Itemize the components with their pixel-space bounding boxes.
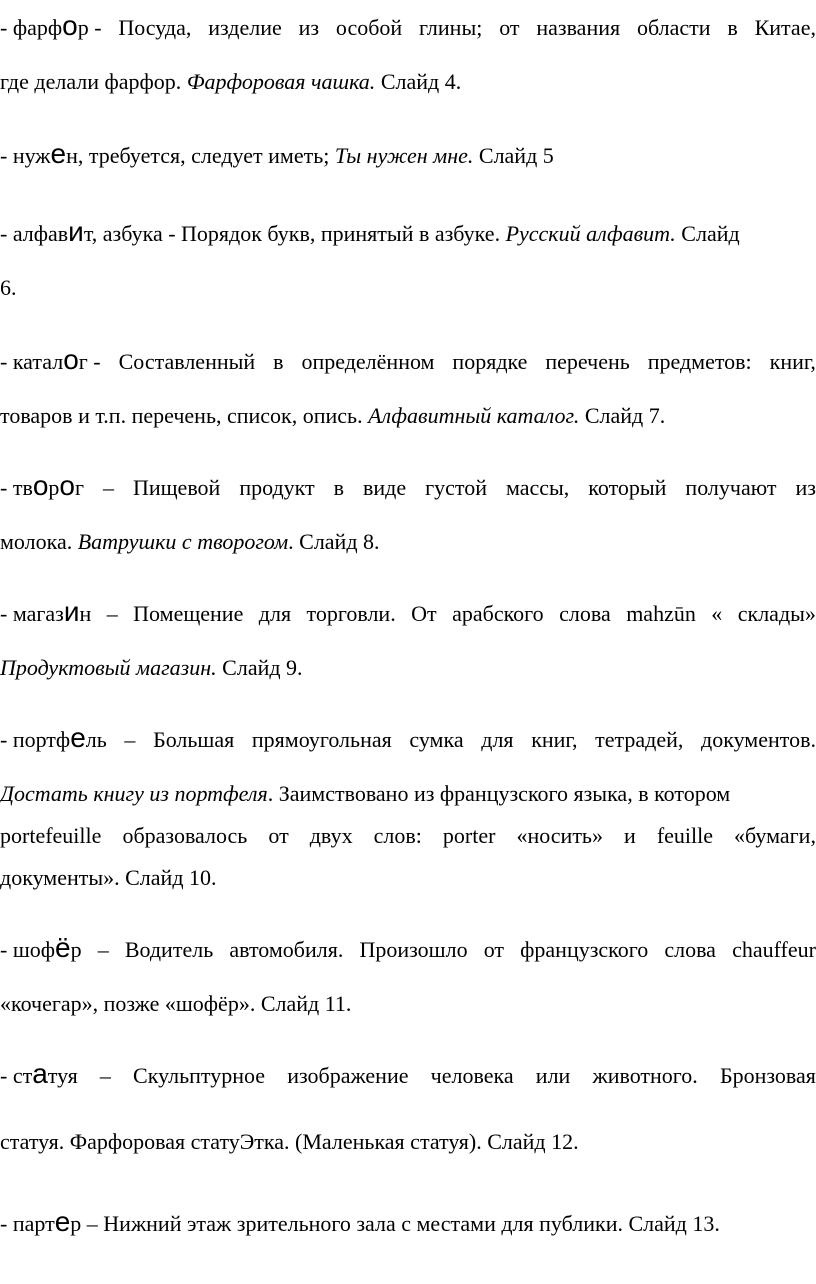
entry-statuya-line-1 xyxy=(0,1056,816,1096)
text-fragment: Большая xyxy=(153,727,235,752)
entry-headword xyxy=(0,1206,82,1237)
entry-farfor-line-2 xyxy=(0,62,816,102)
text-fragment: Произошло xyxy=(359,937,468,962)
text-fragment: и xyxy=(624,823,636,848)
entry-portfel-line-4 xyxy=(0,858,816,898)
text-fragment: порядке xyxy=(452,349,528,374)
text-fragment: - парт xyxy=(0,1211,55,1236)
text-fragment: азбука - Порядок букв, принятый в азбуке. xyxy=(102,221,501,246)
text-fragment: ль xyxy=(85,727,107,752)
text-fragment: ё xyxy=(55,932,71,963)
slide-ref: Слайд 9. xyxy=(222,655,303,680)
text-fragment: н xyxy=(79,601,92,626)
entry-portfel-line-3 xyxy=(0,816,816,856)
text-fragment: chauffeur xyxy=(732,937,816,962)
example-text: Ватрушки с творогом xyxy=(77,529,289,554)
text-fragment: р xyxy=(70,937,82,962)
text-fragment: торговли. xyxy=(306,601,396,626)
text-fragment: слова xyxy=(559,601,611,626)
text-fragment: животного. xyxy=(592,1063,698,1088)
text-fragment: - катал xyxy=(0,349,64,374)
text-fragment: portefeuille xyxy=(0,823,102,848)
slide-ref: Слайд 7. xyxy=(584,403,666,428)
text-fragment: для xyxy=(481,727,514,752)
text-fragment: е xyxy=(50,138,67,169)
text-fragment: о xyxy=(63,344,79,375)
text-fragment: - тв xyxy=(0,475,33,500)
slide-ref: Слайд 5 xyxy=(478,143,554,168)
text-fragment: от xyxy=(499,15,520,40)
entry-parter-line-1 xyxy=(0,1204,816,1244)
entry-statuya-line-2 xyxy=(0,1122,816,1162)
text-fragment: особой xyxy=(335,15,403,40)
text-fragment: - нуж xyxy=(0,143,51,168)
entry-shofer-line-1 xyxy=(0,930,816,970)
text-fragment: р - xyxy=(77,15,102,40)
entry-portfel-line-1 xyxy=(0,720,816,760)
text-fragment: г - xyxy=(78,349,101,374)
text-fragment: – Нижний этаж зрительного зала с местами для публики. Слайд 13. xyxy=(86,1211,720,1236)
text-fragment: Посуда, xyxy=(118,15,192,40)
text-fragment: склады» xyxy=(737,601,816,626)
text-fragment: прямоугольная xyxy=(251,727,392,752)
text-fragment: е xyxy=(54,1206,71,1237)
text-fragment: статуя. Фарфоровая статуЭтка. (Маленькая статуя). Слайд 12. xyxy=(0,1129,579,1154)
example-text: Русский алфавит. xyxy=(505,221,676,246)
text-fragment: – xyxy=(124,727,136,752)
text-fragment: Пищевой xyxy=(132,475,221,500)
text-fragment: для xyxy=(258,601,292,626)
text-fragment: - шоф xyxy=(0,937,56,962)
entry-headword xyxy=(0,138,84,169)
text-fragment: porter xyxy=(442,823,496,848)
text-fragment: . Заимствовано из французского языка, в котором xyxy=(267,781,731,806)
text-fragment: области xyxy=(636,15,711,40)
text-fragment: Водитель xyxy=(124,937,214,962)
text-fragment: feuille xyxy=(656,823,714,848)
text-fragment: «бумаги, xyxy=(734,823,816,848)
text-fragment: образовалось xyxy=(122,823,248,848)
example-text: Ты нужен мне. xyxy=(334,143,474,168)
slide-ref: Слайд xyxy=(681,221,740,246)
text-fragment: человека xyxy=(430,1063,514,1088)
text-fragment: от xyxy=(483,937,505,962)
text-fragment: документы». Слайд 10. xyxy=(0,865,217,890)
text-fragment: – xyxy=(97,937,109,962)
text-fragment: арабского xyxy=(452,601,544,626)
example-text: Продуктовый магазин. xyxy=(0,655,217,680)
text-fragment: о xyxy=(59,470,75,501)
text-fragment: а xyxy=(32,1058,48,1089)
text-fragment: е xyxy=(70,722,86,753)
text-fragment: перечень xyxy=(545,349,630,374)
text-fragment: получают xyxy=(685,475,777,500)
entry-magazin-line-2 xyxy=(0,648,816,688)
text-fragment: и xyxy=(68,216,84,247)
entry-katalog-line-2 xyxy=(0,396,816,436)
entry-nuzhen-line-1 xyxy=(0,136,816,176)
text-fragment: виде xyxy=(363,475,407,500)
text-fragment: - ст xyxy=(0,1063,33,1088)
slide-ref: Слайд 4. xyxy=(380,69,462,94)
entry-shofer-line-2 xyxy=(0,984,816,1024)
text-fragment: из xyxy=(795,475,816,500)
text-fragment: тетрадей, xyxy=(595,727,684,752)
text-fragment: предметов: xyxy=(647,349,752,374)
entry-magazin-line-1 xyxy=(0,594,816,634)
entry-farfor-line-1 xyxy=(0,8,816,48)
text-fragment: из xyxy=(298,15,320,40)
entry-headword xyxy=(0,930,82,970)
text-fragment: документов. xyxy=(701,727,816,752)
text-fragment: товаров и т.п. перечень, список, опись. xyxy=(0,403,363,428)
text-fragment: р xyxy=(48,475,60,500)
text-fragment: автомобиля. xyxy=(229,937,344,962)
entry-tvorog-line-2 xyxy=(0,522,816,562)
text-fragment: французского xyxy=(520,937,649,962)
text-fragment: Помещение xyxy=(133,601,244,626)
text-fragment: т, xyxy=(83,221,98,246)
text-fragment: в xyxy=(333,475,345,500)
text-fragment: или xyxy=(535,1063,571,1088)
entry-tvorog-line-1 xyxy=(0,468,816,508)
entry-headword xyxy=(0,594,91,634)
text-fragment: – xyxy=(99,1063,111,1088)
entry-alfavit-line-1 xyxy=(0,214,816,254)
text-fragment: « xyxy=(711,601,723,626)
text-fragment: молока. xyxy=(0,529,73,554)
text-fragment: определённом xyxy=(301,349,435,374)
text-fragment: где делали фарфор. xyxy=(0,69,182,94)
text-fragment: продукт xyxy=(239,475,315,500)
text-fragment: – xyxy=(102,475,114,500)
text-fragment: Бронзовая xyxy=(719,1063,816,1088)
text-fragment: который xyxy=(588,475,667,500)
text-fragment: массы, xyxy=(505,475,570,500)
text-fragment: изображение xyxy=(287,1063,409,1088)
text-fragment: Китае, xyxy=(754,15,816,40)
text-fragment: «носить» xyxy=(516,823,603,848)
text-fragment: о xyxy=(62,10,78,41)
text-fragment: густой xyxy=(425,475,487,500)
text-fragment: р xyxy=(70,1211,82,1236)
example-text: Алфавитный каталог. xyxy=(368,403,580,428)
entry-katalog-line-1 xyxy=(0,342,816,382)
text-fragment: книг, xyxy=(531,727,578,752)
entry-headword xyxy=(0,1056,78,1096)
text-fragment: mahzūn xyxy=(626,601,696,626)
text-fragment: двух xyxy=(309,823,353,848)
text-fragment: н, xyxy=(66,143,84,168)
example-text: Фарфоровая чашка. xyxy=(186,69,376,94)
text-fragment: слова xyxy=(664,937,716,962)
entry-portfel-line-2 xyxy=(0,774,816,814)
text-fragment: требуется, следует иметь; xyxy=(88,143,330,168)
text-fragment: - алфав xyxy=(0,221,69,246)
entry-headword xyxy=(0,468,84,508)
text-fragment: в xyxy=(273,349,284,374)
text-fragment: - фарф xyxy=(0,15,63,40)
entry-headword xyxy=(0,720,107,760)
text-fragment: туя xyxy=(47,1063,78,1088)
text-fragment: названия xyxy=(536,15,621,40)
text-fragment: Скульптурное xyxy=(133,1063,266,1088)
example-text: Достать книгу из портфеля xyxy=(0,781,268,806)
text-fragment: 6. xyxy=(0,275,17,300)
text-fragment: и xyxy=(63,596,80,627)
entry-headword xyxy=(0,8,102,48)
text-fragment: от xyxy=(268,823,289,848)
text-fragment: – xyxy=(106,601,118,626)
text-fragment: От xyxy=(411,601,437,626)
text-fragment: в xyxy=(727,15,738,40)
entry-alfavit-line-2 xyxy=(0,268,816,308)
text-fragment: сумка xyxy=(409,727,464,752)
entry-headword xyxy=(0,216,98,247)
text-fragment: г xyxy=(74,475,85,500)
text-fragment: книг, xyxy=(769,349,816,374)
text-fragment: Составленный xyxy=(118,349,256,374)
entry-headword xyxy=(0,342,101,382)
text-fragment: о xyxy=(32,470,49,501)
text-fragment: изделие xyxy=(208,15,282,40)
slide-ref: . Слайд 8. xyxy=(288,529,380,554)
text-fragment: - портф xyxy=(0,727,71,752)
text-fragment: - магаз xyxy=(0,601,64,626)
text-fragment: слов: xyxy=(373,823,422,848)
text-fragment: глины; xyxy=(419,15,483,40)
text-fragment: «кочегар», позже «шофёр». Слайд 11. xyxy=(0,991,352,1016)
